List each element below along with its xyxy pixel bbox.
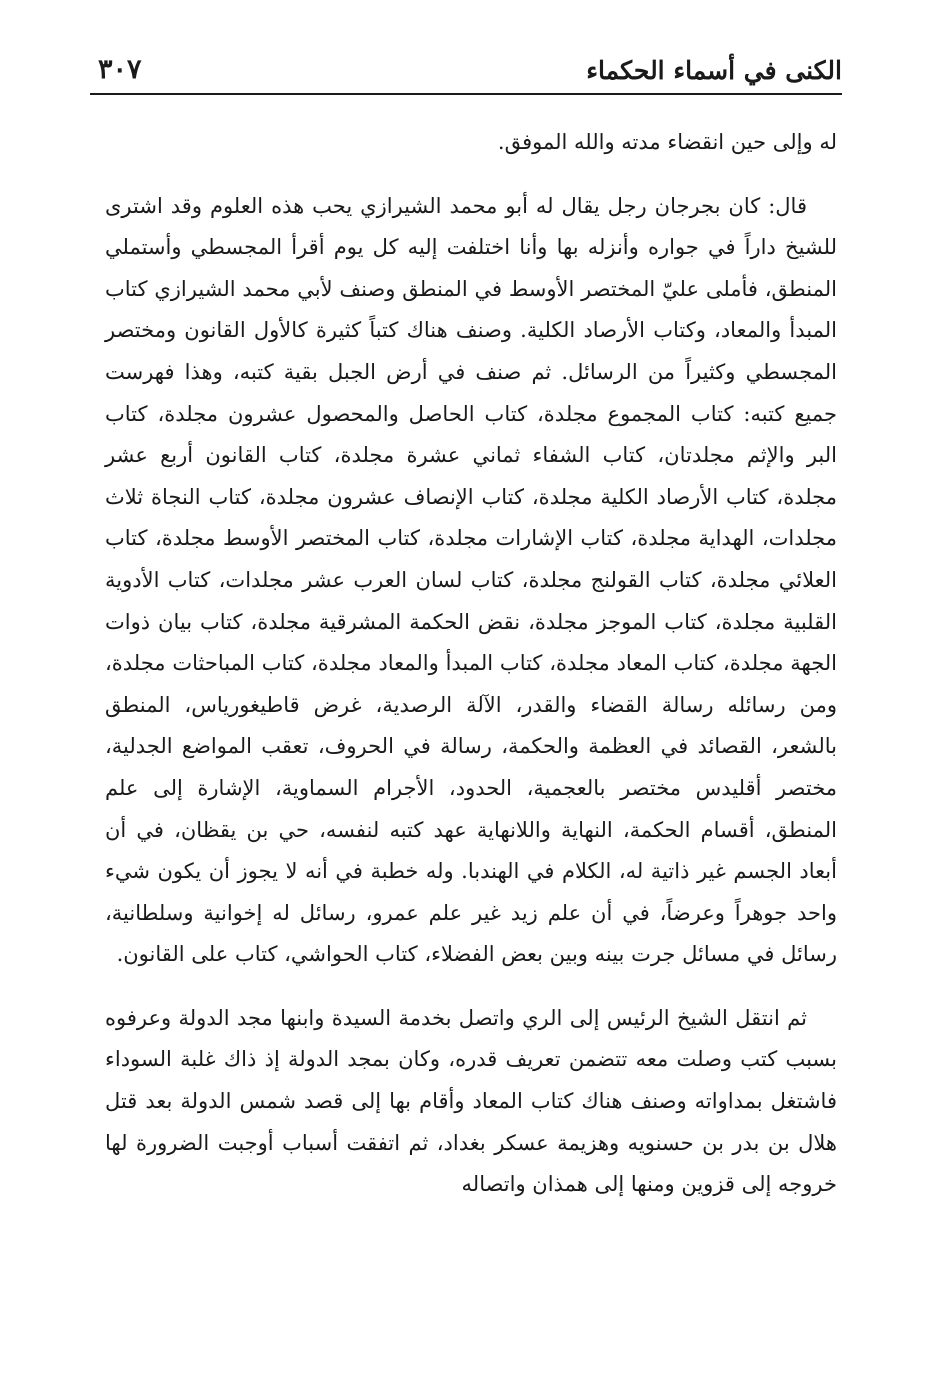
- paragraph-1: له وإلى حين انقضاء مدته والله الموفق.: [497, 130, 837, 154]
- body-text: [105, 122, 837, 1206]
- header-rule: [90, 93, 842, 95]
- page-header: [90, 52, 842, 92]
- page-number: ٣٠٧: [98, 54, 142, 85]
- running-title: الكنى في أسماء الحكماء: [586, 56, 842, 85]
- paragraph-2: قال: كان بجرجان رجل يقال له أبو محمد الشيرازي يحب هذه العلوم وقد اشترى للشيخ داراً في جواره وأنزله بها وأنا اختلفت إليه كل يوم أقرأ المجسطي وأستملي المنطق، فأملى عليّ المختصر الأوسط في المنطق وصنف لأبي محمد الشيرازي كتاب المبدأ والمعاد، وكتاب الأرصاد الكلية. وصنف هناك كتباً كثيرة كالأول القانون ومختصر المجسطي وكثيراً من الرسائل. ثم صنف في أرض الجبل بقية كتبه، وهذا فهرست جميع كتبه: كتاب المجموع مجلدة، كتاب الحاصل والمحصول عشرون مجلدة، كتاب البر والإثم مجلدتان، كتاب الشفاء ثماني عشرة مجلدة، كتاب القانون أربع عشر مجلدة، كتاب الأرصاد الكلية مجلدة، كتاب الإنصاف عشرون مجلدة، كتاب النجاة ثلاث مجلدات، الهداية مجلدة، كتاب الإشارات مجلدة، كتاب المختصر الأوسط مجلدة، كتاب العلائي مجلدة، كتاب القولنج مجلدة، كتاب لسان العرب عشر مجلدات، كتاب الأدوية القلبية مجلدة، كتاب الموجز مجلدة، نقض الحكمة المشرقية مجلدة، كتاب بيان ذوات الجهة مجلدة، كتاب المعاد مجلدة، كتاب المبدأ والمعاد مجلدة، كتاب المباحثات مجلدة، ومن رسائله رسالة القضاء والقدر، الآلة الرصدية، غرض قاطيغورياس، المنطق بالشعر، القصائد في العظمة والحكمة، رسالة في الحروف، تعقب المواضع الجدلية، مختصر أقليدس مختصر بالعجمية، الحدود، الأجرام السماوية، الإشارة إلى علم المنطق، أقسام الحكمة، النهاية واللانهاية عهد كتبه لنفسه، حي بن يقظان، في أن أبعاد الجسم غير ذاتية له، الكلام في الهندبا. وله خطبة في أنه لا يجوز أن يكون شيء واحد جوهراً وعرضاً، في أن علم زيد غير علم عمرو، رسائل له إخوانية وسلطانية، رسائل في مسائل جرت بينه وبين بعض الفضلاء، كتاب الحواشي، كتاب على القانون.: [105, 193, 837, 967]
- paragraph-3: ثم انتقل الشيخ الرئيس إلى الري واتصل بخدمة السيدة وابنها مجد الدولة وعرفوه بسبب كتب وصلت معه تتضمن تعريف قدره، وكان بمجد الدولة إذ ذاك غلبة السوداء فاشتغل بمداواته وصنف هناك كتاب المعاد وأقام بها إلى قصد شمس الدولة بعد قتل هلال بن بدر بن حسنويه وهزيمة عسكر بغداد، ثم اتفقت أسباب أوجبت الضرورة لها خروجه إلى قزوين ومنها إلى همذان واتصاله: [105, 1005, 837, 1197]
